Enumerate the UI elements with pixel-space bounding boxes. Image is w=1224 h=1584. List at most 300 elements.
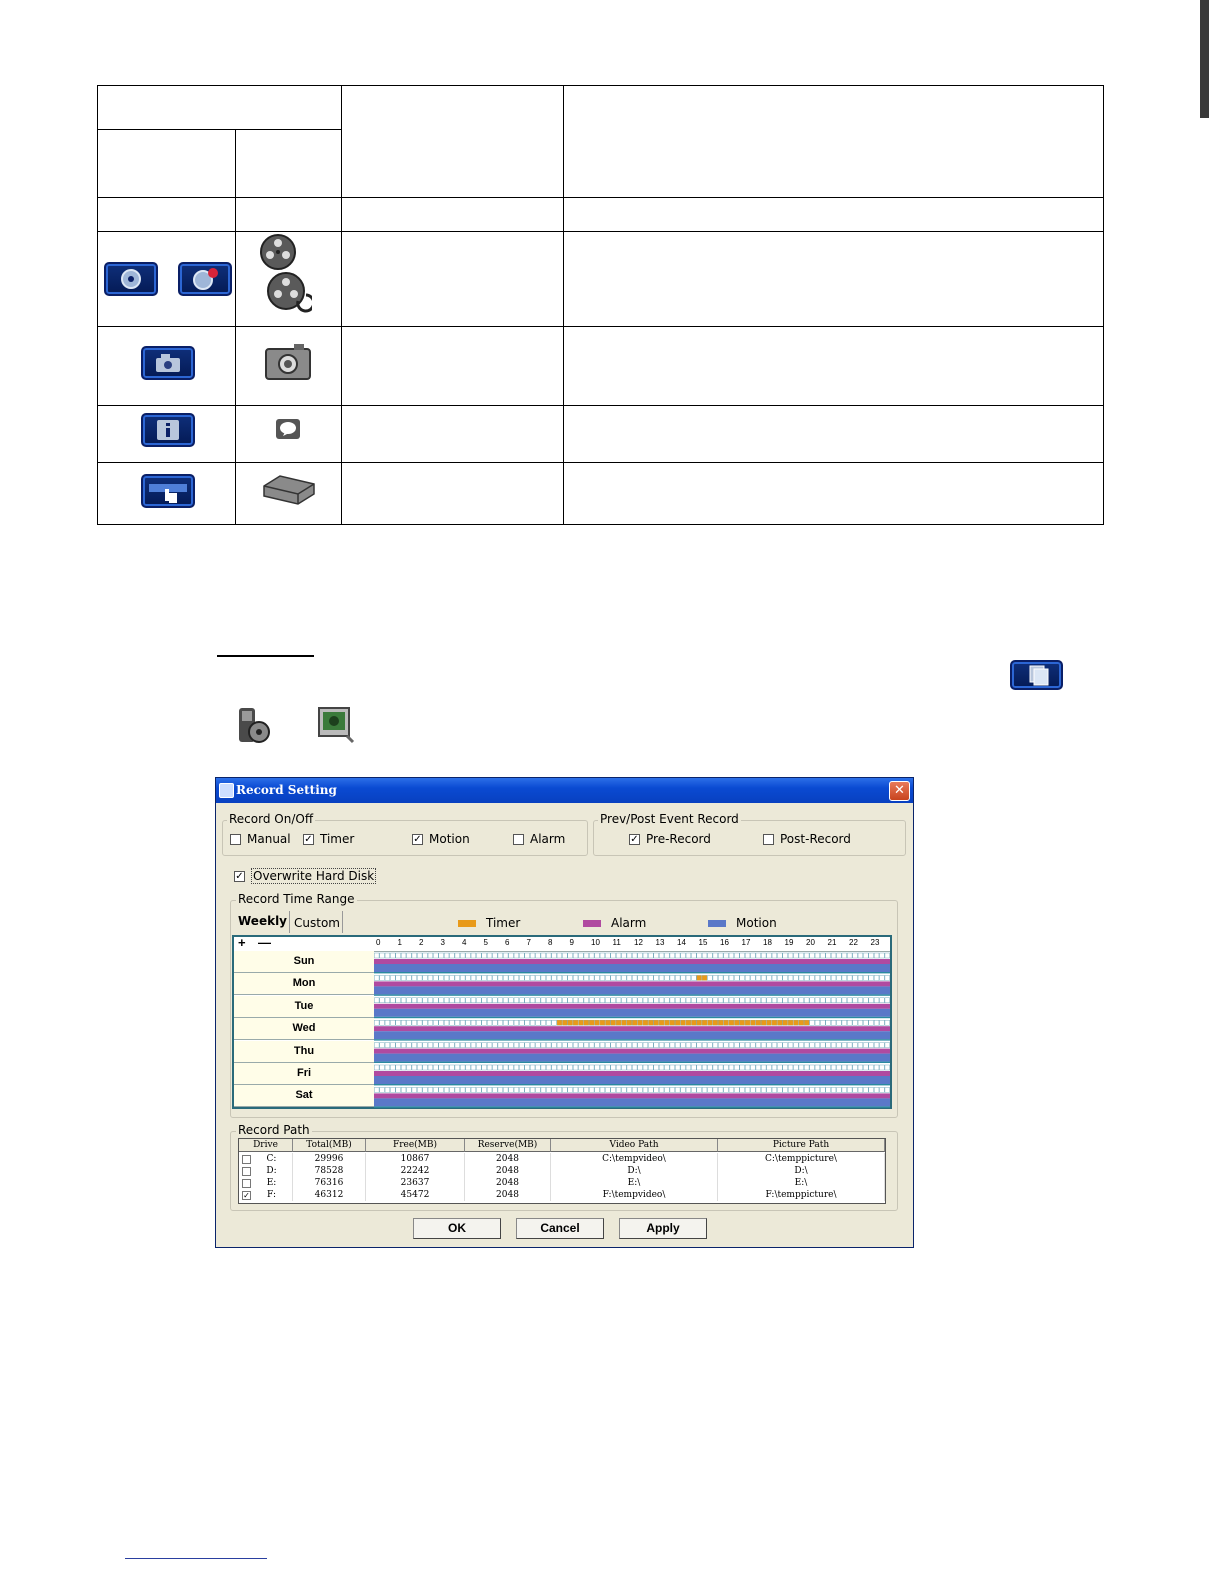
- timer-slot[interactable]: [541, 1043, 546, 1048]
- timer-slot[interactable]: [595, 1043, 600, 1048]
- timer-slot[interactable]: [374, 1065, 379, 1070]
- timer-slot-active[interactable]: [702, 1020, 707, 1025]
- timer-slot[interactable]: [562, 1043, 567, 1048]
- timer-slot[interactable]: [536, 953, 541, 958]
- timer-slot[interactable]: [681, 975, 686, 980]
- timer-slot[interactable]: [772, 998, 777, 1003]
- timer-slot[interactable]: [589, 953, 594, 958]
- timer-slot[interactable]: [648, 975, 653, 980]
- timer-slot[interactable]: [493, 1043, 498, 1048]
- timer-slot[interactable]: [530, 1020, 535, 1025]
- timer-slot[interactable]: [756, 1065, 761, 1070]
- timer-slot[interactable]: [622, 975, 627, 980]
- timer-slot[interactable]: [557, 998, 562, 1003]
- drive-checkbox[interactable]: [242, 1155, 251, 1164]
- timer-slot-active[interactable]: [783, 1020, 788, 1025]
- timer-slot[interactable]: [799, 953, 804, 958]
- timer-slot[interactable]: [874, 975, 879, 980]
- timer-slot[interactable]: [681, 1043, 686, 1048]
- timer-slot[interactable]: [579, 953, 584, 958]
- timer-slot-active[interactable]: [605, 1020, 610, 1025]
- timer-slot[interactable]: [487, 975, 492, 980]
- timer-slot[interactable]: [826, 1020, 831, 1025]
- timer-slot[interactable]: [788, 953, 793, 958]
- timer-slot[interactable]: [466, 998, 471, 1003]
- timer-slot[interactable]: [476, 953, 481, 958]
- timer-slot-active[interactable]: [686, 1020, 691, 1025]
- timer-slot[interactable]: [546, 953, 551, 958]
- timer-slot[interactable]: [605, 953, 610, 958]
- timer-slot[interactable]: [858, 998, 863, 1003]
- timer-slot[interactable]: [643, 953, 648, 958]
- timer-slot[interactable]: [573, 953, 578, 958]
- timer-slot[interactable]: [853, 1043, 858, 1048]
- timer-slot[interactable]: [810, 975, 815, 980]
- timer-slot[interactable]: [756, 953, 761, 958]
- timer-slot[interactable]: [632, 975, 637, 980]
- timer-slot[interactable]: [874, 1065, 879, 1070]
- timer-slot[interactable]: [745, 1087, 750, 1092]
- timer-slot[interactable]: [788, 975, 793, 980]
- timer-slot[interactable]: [407, 1020, 412, 1025]
- timer-slot[interactable]: [546, 1087, 551, 1092]
- timer-slot[interactable]: [648, 998, 653, 1003]
- timer-slot[interactable]: [777, 1043, 782, 1048]
- timer-slot[interactable]: [745, 953, 750, 958]
- timer-slot[interactable]: [826, 1087, 831, 1092]
- timer-slot[interactable]: [573, 975, 578, 980]
- timer-slot[interactable]: [439, 998, 444, 1003]
- timer-slot[interactable]: [584, 953, 589, 958]
- timer-slot[interactable]: [804, 1065, 809, 1070]
- timer-slot[interactable]: [691, 998, 696, 1003]
- timer-slot[interactable]: [718, 998, 723, 1003]
- timer-slot[interactable]: [622, 998, 627, 1003]
- timer-slot[interactable]: [810, 1020, 815, 1025]
- timer-slot-active[interactable]: [557, 1020, 562, 1025]
- timer-slot[interactable]: [837, 953, 842, 958]
- timer-slot[interactable]: [869, 998, 874, 1003]
- timer-slot[interactable]: [837, 975, 842, 980]
- timer-slot-active[interactable]: [761, 1020, 766, 1025]
- alarm-band[interactable]: [374, 1004, 890, 1009]
- timer-slot[interactable]: [611, 1087, 616, 1092]
- timer-slot[interactable]: [423, 1087, 428, 1092]
- timer-slot[interactable]: [772, 975, 777, 980]
- timer-slot[interactable]: [390, 1043, 395, 1048]
- timer-slot[interactable]: [471, 1065, 476, 1070]
- timer-slot[interactable]: [611, 953, 616, 958]
- timer-slot[interactable]: [503, 1087, 508, 1092]
- timer-slot[interactable]: [536, 998, 541, 1003]
- timer-slot[interactable]: [880, 953, 885, 958]
- timer-slot[interactable]: [417, 975, 422, 980]
- timer-slot[interactable]: [863, 998, 868, 1003]
- alarm-checkbox-box[interactable]: [513, 834, 524, 845]
- timer-slot-active[interactable]: [691, 1020, 696, 1025]
- timer-slot[interactable]: [885, 998, 890, 1003]
- motion-band[interactable]: [374, 1098, 890, 1106]
- timer-slot[interactable]: [439, 1065, 444, 1070]
- timer-slot[interactable]: [708, 953, 713, 958]
- timer-slot[interactable]: [697, 1065, 702, 1070]
- timer-slot[interactable]: [616, 1043, 621, 1048]
- timer-slot[interactable]: [476, 1065, 481, 1070]
- timer-slot[interactable]: [863, 953, 868, 958]
- timer-slot[interactable]: [794, 975, 799, 980]
- timer-slot[interactable]: [568, 1043, 573, 1048]
- tab-weekly[interactable]: Weekly: [238, 914, 288, 928]
- timer-slot[interactable]: [401, 998, 406, 1003]
- timer-slot[interactable]: [638, 1043, 643, 1048]
- timer-slot-active[interactable]: [777, 1020, 782, 1025]
- timer-slot[interactable]: [605, 998, 610, 1003]
- alarm-band[interactable]: [374, 1071, 890, 1076]
- timer-slot[interactable]: [380, 1087, 385, 1092]
- timer-slot[interactable]: [498, 1043, 503, 1048]
- timer-slot[interactable]: [439, 1020, 444, 1025]
- timer-slot[interactable]: [734, 953, 739, 958]
- timer-slot[interactable]: [885, 1043, 890, 1048]
- timer-slot[interactable]: [541, 1065, 546, 1070]
- timer-slot[interactable]: [783, 1087, 788, 1092]
- timer-slot[interactable]: [423, 1065, 428, 1070]
- timer-slot[interactable]: [880, 998, 885, 1003]
- timer-slot-active[interactable]: [751, 1020, 756, 1025]
- timer-slot[interactable]: [767, 1065, 772, 1070]
- timer-slot[interactable]: [691, 1065, 696, 1070]
- timer-slot[interactable]: [471, 975, 476, 980]
- timer-slot[interactable]: [482, 1065, 487, 1070]
- timer-slot[interactable]: [530, 1087, 535, 1092]
- timer-slot[interactable]: [385, 998, 390, 1003]
- timer-slot[interactable]: [605, 1043, 610, 1048]
- timer-slot[interactable]: [423, 1043, 428, 1048]
- timer-slot[interactable]: [552, 1020, 557, 1025]
- timer-slot[interactable]: [627, 998, 632, 1003]
- timer-slot-active[interactable]: [573, 1020, 578, 1025]
- timer-slot-active[interactable]: [756, 1020, 761, 1025]
- timer-slot[interactable]: [417, 953, 422, 958]
- timer-slot[interactable]: [412, 1065, 417, 1070]
- timer-slot-active[interactable]: [562, 1020, 567, 1025]
- timer-slot[interactable]: [638, 998, 643, 1003]
- timer-slot[interactable]: [595, 998, 600, 1003]
- timer-slot[interactable]: [880, 1020, 885, 1025]
- timer-slot[interactable]: [686, 953, 691, 958]
- timer-slot[interactable]: [568, 1065, 573, 1070]
- timer-slot[interactable]: [670, 1043, 675, 1048]
- timer-slot[interactable]: [536, 1065, 541, 1070]
- timer-slot[interactable]: [783, 998, 788, 1003]
- timer-slot[interactable]: [772, 953, 777, 958]
- timer-slot[interactable]: [783, 975, 788, 980]
- post-record-checkbox[interactable]: Post-Record: [763, 832, 851, 846]
- post-record-checkbox-box[interactable]: [763, 834, 774, 845]
- timer-slot[interactable]: [734, 1043, 739, 1048]
- timer-slot[interactable]: [600, 1065, 605, 1070]
- timer-slot[interactable]: [702, 1043, 707, 1048]
- timer-slot[interactable]: [514, 1043, 519, 1048]
- timer-slot-active[interactable]: [579, 1020, 584, 1025]
- timer-slot[interactable]: [460, 953, 465, 958]
- timer-slot[interactable]: [869, 953, 874, 958]
- timer-slot[interactable]: [632, 953, 637, 958]
- path-column-header[interactable]: Picture Path: [718, 1139, 885, 1152]
- timer-slot[interactable]: [412, 1020, 417, 1025]
- timer-slot[interactable]: [675, 1043, 680, 1048]
- timer-slot[interactable]: [638, 975, 643, 980]
- timer-slot[interactable]: [767, 998, 772, 1003]
- timer-slot[interactable]: [579, 998, 584, 1003]
- timer-slot[interactable]: [654, 1087, 659, 1092]
- timer-slot[interactable]: [767, 1087, 772, 1092]
- timer-slot[interactable]: [885, 1087, 890, 1092]
- timer-slot[interactable]: [697, 998, 702, 1003]
- timer-slot[interactable]: [417, 1065, 422, 1070]
- timer-slot[interactable]: [708, 1087, 713, 1092]
- timer-slot[interactable]: [466, 1020, 471, 1025]
- timer-slot[interactable]: [519, 998, 524, 1003]
- timer-slot[interactable]: [847, 953, 852, 958]
- path-column-header[interactable]: Video Path: [551, 1139, 718, 1152]
- timer-slot[interactable]: [659, 1043, 664, 1048]
- timer-slot[interactable]: [842, 975, 847, 980]
- timer-slot[interactable]: [460, 1020, 465, 1025]
- timer-slot[interactable]: [417, 1087, 422, 1092]
- timer-slot[interactable]: [503, 953, 508, 958]
- timer-slot[interactable]: [476, 1020, 481, 1025]
- timer-slot[interactable]: [455, 1043, 460, 1048]
- timer-slot[interactable]: [466, 953, 471, 958]
- timer-slot[interactable]: [713, 975, 718, 980]
- timer-slot[interactable]: [385, 1065, 390, 1070]
- timer-slot-active[interactable]: [616, 1020, 621, 1025]
- timer-slot[interactable]: [847, 1087, 852, 1092]
- timer-slot[interactable]: [799, 1087, 804, 1092]
- timer-slot[interactable]: [869, 1020, 874, 1025]
- timer-slot[interactable]: [396, 1020, 401, 1025]
- timer-slot-active[interactable]: [643, 1020, 648, 1025]
- timer-slot[interactable]: [632, 998, 637, 1003]
- timer-slot[interactable]: [847, 975, 852, 980]
- timer-slot-active[interactable]: [611, 1020, 616, 1025]
- timer-slot[interactable]: [627, 1065, 632, 1070]
- timer-slot[interactable]: [562, 953, 567, 958]
- timer-slot[interactable]: [885, 953, 890, 958]
- timer-slot[interactable]: [417, 1043, 422, 1048]
- timer-slot[interactable]: [874, 1020, 879, 1025]
- timer-slot[interactable]: [799, 998, 804, 1003]
- timer-slot[interactable]: [444, 975, 449, 980]
- timer-slot[interactable]: [858, 1087, 863, 1092]
- timer-slot[interactable]: [665, 953, 670, 958]
- timer-slot[interactable]: [412, 998, 417, 1003]
- timer-slot[interactable]: [498, 975, 503, 980]
- timer-slot[interactable]: [562, 998, 567, 1003]
- timer-slot[interactable]: [622, 1087, 627, 1092]
- timer-slot[interactable]: [697, 953, 702, 958]
- timer-slot[interactable]: [616, 1087, 621, 1092]
- timer-slot[interactable]: [837, 1087, 842, 1092]
- timer-slot[interactable]: [622, 1043, 627, 1048]
- motion-band[interactable]: [374, 1054, 890, 1062]
- alarm-band[interactable]: [374, 1093, 890, 1098]
- timer-slot[interactable]: [525, 998, 530, 1003]
- timer-slot[interactable]: [444, 953, 449, 958]
- timer-slot[interactable]: [831, 975, 836, 980]
- timer-slot[interactable]: [686, 1065, 691, 1070]
- timer-slot[interactable]: [686, 998, 691, 1003]
- timer-slot[interactable]: [541, 975, 546, 980]
- timer-slot[interactable]: [433, 975, 438, 980]
- alarm-band[interactable]: [374, 1049, 890, 1054]
- timer-slot[interactable]: [530, 953, 535, 958]
- timer-slot[interactable]: [498, 1065, 503, 1070]
- timer-slot[interactable]: [444, 1087, 449, 1092]
- manual-checkbox[interactable]: Manual: [230, 832, 291, 846]
- timer-slot[interactable]: [519, 1065, 524, 1070]
- timer-slot[interactable]: [880, 1043, 885, 1048]
- timer-slot[interactable]: [718, 953, 723, 958]
- timer-slot[interactable]: [396, 953, 401, 958]
- path-column-header[interactable]: Reserve(MB): [465, 1139, 551, 1152]
- timer-slot[interactable]: [670, 1087, 675, 1092]
- timer-slot[interactable]: [450, 1065, 455, 1070]
- timer-slot[interactable]: [509, 1043, 514, 1048]
- timer-slot[interactable]: [734, 1065, 739, 1070]
- timer-slot[interactable]: [412, 1087, 417, 1092]
- timer-slot[interactable]: [568, 998, 573, 1003]
- timer-slot[interactable]: [648, 953, 653, 958]
- timer-slot[interactable]: [740, 953, 745, 958]
- timer-slot[interactable]: [880, 975, 885, 980]
- timer-slot[interactable]: [648, 1065, 653, 1070]
- timer-slot[interactable]: [493, 975, 498, 980]
- timer-slot[interactable]: [600, 998, 605, 1003]
- timer-slot[interactable]: [374, 998, 379, 1003]
- timer-slot[interactable]: [514, 953, 519, 958]
- timer-slot[interactable]: [745, 1065, 750, 1070]
- timer-slot-active[interactable]: [804, 1020, 809, 1025]
- timer-slot[interactable]: [842, 1043, 847, 1048]
- timer-slot[interactable]: [880, 1087, 885, 1092]
- timer-slot[interactable]: [476, 1043, 481, 1048]
- motion-band[interactable]: [374, 964, 890, 972]
- overwrite-checkbox-box[interactable]: ✓: [235, 870, 244, 882]
- timer-slot[interactable]: [546, 1020, 551, 1025]
- timer-slot[interactable]: [745, 975, 750, 980]
- timer-slot[interactable]: [654, 953, 659, 958]
- timer-slot[interactable]: [751, 1043, 756, 1048]
- timer-slot[interactable]: [788, 1043, 793, 1048]
- timer-slot[interactable]: [455, 1087, 460, 1092]
- timer-slot[interactable]: [584, 1087, 589, 1092]
- timer-slot[interactable]: [412, 1043, 417, 1048]
- timer-slot[interactable]: [804, 975, 809, 980]
- timer-slot[interactable]: [734, 975, 739, 980]
- timer-slot[interactable]: [611, 1043, 616, 1048]
- timer-slot-active[interactable]: [600, 1020, 605, 1025]
- timer-slot[interactable]: [767, 1043, 772, 1048]
- timer-slot[interactable]: [455, 953, 460, 958]
- timer-slot[interactable]: [541, 1020, 546, 1025]
- timer-slot[interactable]: [536, 975, 541, 980]
- timer-slot[interactable]: [799, 1065, 804, 1070]
- timer-slot[interactable]: [433, 1043, 438, 1048]
- ok-button[interactable]: OK: [413, 1218, 501, 1239]
- timer-slot[interactable]: [616, 1065, 621, 1070]
- timer-slot[interactable]: [476, 998, 481, 1003]
- timer-slot[interactable]: [654, 1065, 659, 1070]
- timer-slot[interactable]: [498, 1020, 503, 1025]
- timer-slot-active[interactable]: [702, 975, 707, 980]
- timer-slot[interactable]: [751, 975, 756, 980]
- timer-slot[interactable]: [874, 953, 879, 958]
- timer-slot[interactable]: [767, 975, 772, 980]
- timer-slot[interactable]: [573, 998, 578, 1003]
- timer-slot[interactable]: [525, 1087, 530, 1092]
- timer-slot[interactable]: [627, 975, 632, 980]
- timer-slot[interactable]: [761, 975, 766, 980]
- timer-slot[interactable]: [638, 1087, 643, 1092]
- timer-slot[interactable]: [874, 1087, 879, 1092]
- timer-slot[interactable]: [654, 1043, 659, 1048]
- timer-slot[interactable]: [777, 1065, 782, 1070]
- timer-slot[interactable]: [627, 953, 632, 958]
- timer-slot[interactable]: [439, 1087, 444, 1092]
- timer-slot[interactable]: [487, 1020, 492, 1025]
- timer-slot-active[interactable]: [627, 1020, 632, 1025]
- timer-slot[interactable]: [708, 1065, 713, 1070]
- timer-slot[interactable]: [869, 1043, 874, 1048]
- timer-slot[interactable]: [509, 975, 514, 980]
- timer-slot[interactable]: [643, 1065, 648, 1070]
- timer-slot[interactable]: [761, 953, 766, 958]
- pre-record-checkbox[interactable]: ✓ Pre-Record: [630, 832, 711, 846]
- timer-slot[interactable]: [482, 1043, 487, 1048]
- timer-slot-active[interactable]: [670, 1020, 675, 1025]
- timer-slot[interactable]: [837, 1065, 842, 1070]
- timer-slot[interactable]: [460, 1087, 465, 1092]
- timer-slot[interactable]: [600, 953, 605, 958]
- timer-slot[interactable]: [380, 1020, 385, 1025]
- timer-slot[interactable]: [869, 975, 874, 980]
- timer-slot[interactable]: [428, 1087, 433, 1092]
- timer-slot[interactable]: [885, 975, 890, 980]
- timer-slot[interactable]: [777, 953, 782, 958]
- timer-slot[interactable]: [573, 1087, 578, 1092]
- timer-slot[interactable]: [423, 953, 428, 958]
- timer-slot[interactable]: [681, 953, 686, 958]
- timer-slot[interactable]: [815, 998, 820, 1003]
- timer-slot[interactable]: [541, 1087, 546, 1092]
- timer-slot-active[interactable]: [794, 1020, 799, 1025]
- timer-slot[interactable]: [831, 1043, 836, 1048]
- timer-slot[interactable]: [396, 1087, 401, 1092]
- timer-slot[interactable]: [519, 1043, 524, 1048]
- timer-slot[interactable]: [691, 975, 696, 980]
- timer-slot[interactable]: [772, 1087, 777, 1092]
- timer-slot[interactable]: [837, 1020, 842, 1025]
- timer-slot[interactable]: [847, 1065, 852, 1070]
- timer-slot[interactable]: [627, 1087, 632, 1092]
- timer-slot[interactable]: [562, 975, 567, 980]
- timer-slot[interactable]: [772, 1065, 777, 1070]
- timer-slot[interactable]: [498, 953, 503, 958]
- schedule-grid[interactable]: [232, 935, 892, 1109]
- timer-slot[interactable]: [390, 953, 395, 958]
